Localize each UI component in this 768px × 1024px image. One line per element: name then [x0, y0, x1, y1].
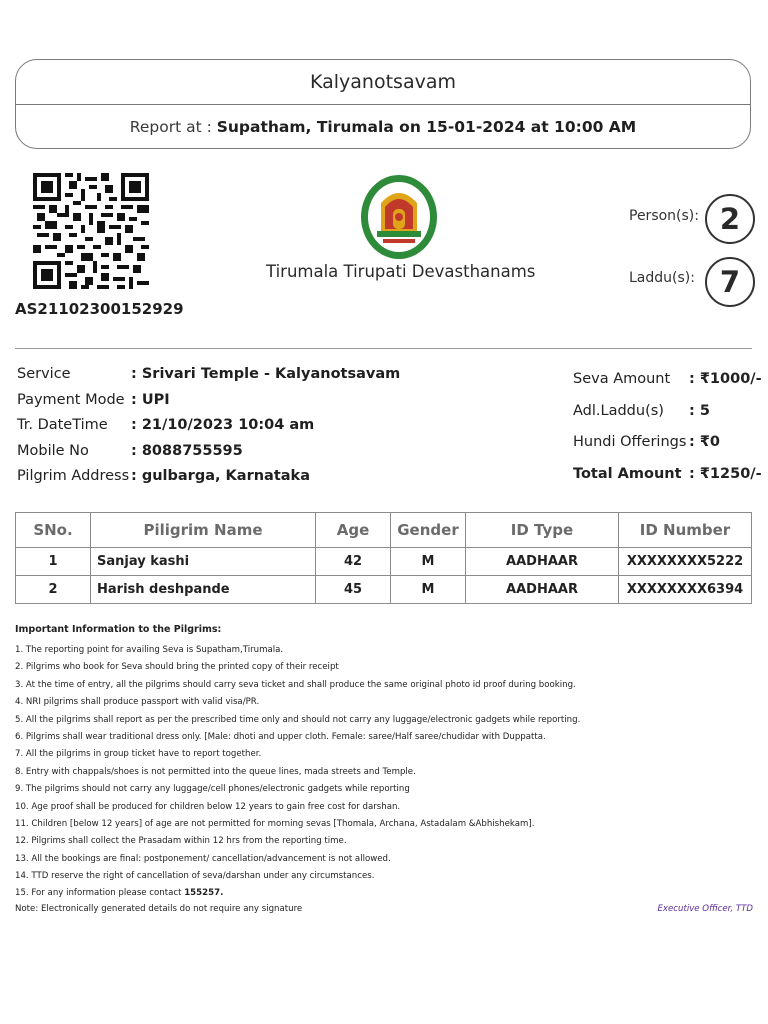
table-cell: M	[391, 576, 466, 604]
table-cell: AADHAAR	[466, 548, 619, 576]
amount-label: Seva Amount	[573, 371, 671, 387]
detail-row	[17, 464, 400, 490]
page-title: Kalyanotsavam	[16, 60, 750, 105]
detail-label: Service	[17, 366, 71, 382]
detail-label: Payment Mode	[17, 391, 125, 408]
amount-value: : ₹0	[689, 434, 721, 450]
report-detail: Supatham, Tirumala on 15-01-2024 at 10:00 AM	[216, 118, 637, 136]
list-item: 11. Children [below 12 years] of age are not permitted for morning sevas [Thomala, Archana, Astadalam &Abhishekam].	[15, 818, 535, 829]
list-item: 12. Pilgrims shall collect the Prasadam within 12 hrs from the reporting time.	[15, 836, 347, 847]
detail-value: : 8088755595	[131, 442, 243, 459]
booking-details	[17, 362, 400, 490]
detail-label: Tr. DateTime	[17, 417, 108, 433]
amount-row	[573, 427, 762, 459]
list-item: 13. All the bookings are final: postponement/ cancellation/advancement is not allowed.	[15, 853, 391, 864]
table-cell: M	[391, 548, 466, 576]
column-header: SNo.	[16, 513, 91, 548]
amount-row	[573, 364, 762, 396]
header-box	[15, 59, 751, 149]
detail-label: Pilgrim Address	[17, 468, 130, 484]
detail-value: : gulbarga, Karnataka	[131, 468, 310, 484]
table-row	[16, 548, 752, 576]
table-row	[16, 576, 752, 604]
column-header: Age	[316, 513, 391, 548]
amount-label: Total Amount	[573, 465, 682, 482]
detail-row	[17, 413, 400, 439]
important-information	[15, 624, 755, 903]
report-info	[16, 105, 750, 149]
footer-note	[15, 904, 753, 914]
laddus-count: 7	[705, 257, 755, 307]
list-item: 7. All the pilgrims in group ticket have to report together.	[15, 749, 262, 760]
amount-value: : 5	[689, 402, 710, 419]
table-header-row	[16, 513, 752, 548]
persons-label: Person(s):	[629, 208, 699, 224]
contact-number: 155257.	[184, 888, 224, 899]
list-item: 2. Pilgrims who book for Seva should bring the printed copy of their receipt	[15, 662, 339, 673]
list-item: 10. Age proof shall be produced for children below 12 years to gain free cost for darshan.	[15, 801, 401, 812]
detail-value: : 21/10/2023 10:04 am	[131, 417, 315, 433]
table-cell: 42	[316, 548, 391, 576]
persons-count: 2	[705, 194, 755, 244]
table-cell: XXXXXXXX6394	[619, 576, 752, 604]
list-item: 5. All the pilgrims shall report as per the prescribed time only and should not carry any luggage/electronic gadgets while reporting.	[15, 714, 581, 725]
amount-summary	[573, 364, 762, 490]
column-header: ID Type	[466, 513, 619, 548]
detail-row	[17, 439, 400, 465]
divider	[15, 348, 752, 349]
amount-label: Adl.Laddu(s)	[573, 402, 664, 419]
list-item: 1. The reporting point for availing Seva is Supatham,Tirumala.	[15, 645, 284, 655]
table-cell: XXXXXXXX5222	[619, 548, 752, 576]
table-cell: 1	[16, 548, 91, 576]
pilgrims-table	[15, 512, 752, 604]
list-item: 4. NRI pilgrims shall produce passport with valid visa/PR.	[15, 697, 260, 708]
signatory: Executive Officer, TTD	[657, 904, 753, 914]
table-cell: Sanjay kashi	[91, 548, 316, 576]
booking-id: AS21102300152929	[15, 300, 184, 318]
info-title: Important Information to the Pilgrims:	[15, 624, 222, 635]
table-cell: Harish deshpande	[91, 576, 316, 604]
list-item: 3. At the time of entry, all the pilgrims should carry seva ticket and shall produce the same original photo id proof during booking.	[15, 679, 576, 690]
contact-text: 15. For any information please contact	[15, 888, 185, 899]
organization-name: Tirumala Tirupati Devasthanams	[266, 262, 536, 281]
list-item	[15, 885, 755, 902]
total-amount-row	[573, 459, 762, 491]
table-cell: AADHAAR	[466, 576, 619, 604]
detail-value: : UPI	[131, 391, 170, 408]
column-header: Piligrim Name	[91, 513, 316, 548]
list-item: 6. Pilgrims shall wear traditional dress only. [Male: dhoti and upper cloth. Female: saree/Half saree/chudidar with Duppatta.	[15, 731, 546, 742]
amount-value: : ₹1250/-	[689, 465, 762, 482]
qr-code-icon	[33, 173, 149, 289]
signature-note: Note: Electronically generated details do not require any signature	[15, 904, 303, 914]
detail-value: : Srivari Temple - Kalyanotsavam	[131, 366, 401, 382]
amount-value: : ₹1000/-	[689, 371, 762, 387]
info-list	[15, 642, 755, 903]
detail-label: Mobile No	[17, 442, 89, 459]
column-header: ID Number	[619, 513, 752, 548]
list-item: 9. The pilgrims should not carry any luggage/cell phones/electronic gadgets while reporting	[15, 784, 410, 795]
laddus-label: Laddu(s):	[629, 270, 695, 286]
amount-label: Hundi Offerings	[573, 434, 687, 450]
detail-row	[17, 362, 400, 388]
list-item: 14. TTD reserve the right of cancellation of seva/darshan under any circumstances.	[15, 871, 375, 882]
ttd-emblem-logo	[359, 173, 439, 261]
column-header: Gender	[391, 513, 466, 548]
report-prefix: Report at :	[129, 118, 217, 136]
detail-row	[17, 388, 400, 414]
list-item: 8. Entry with chappals/shoes is not permitted into the queue lines, mada streets and Temple.	[15, 766, 416, 777]
amount-row	[573, 396, 762, 428]
table-cell: 2	[16, 576, 91, 604]
table-cell: 45	[316, 576, 391, 604]
